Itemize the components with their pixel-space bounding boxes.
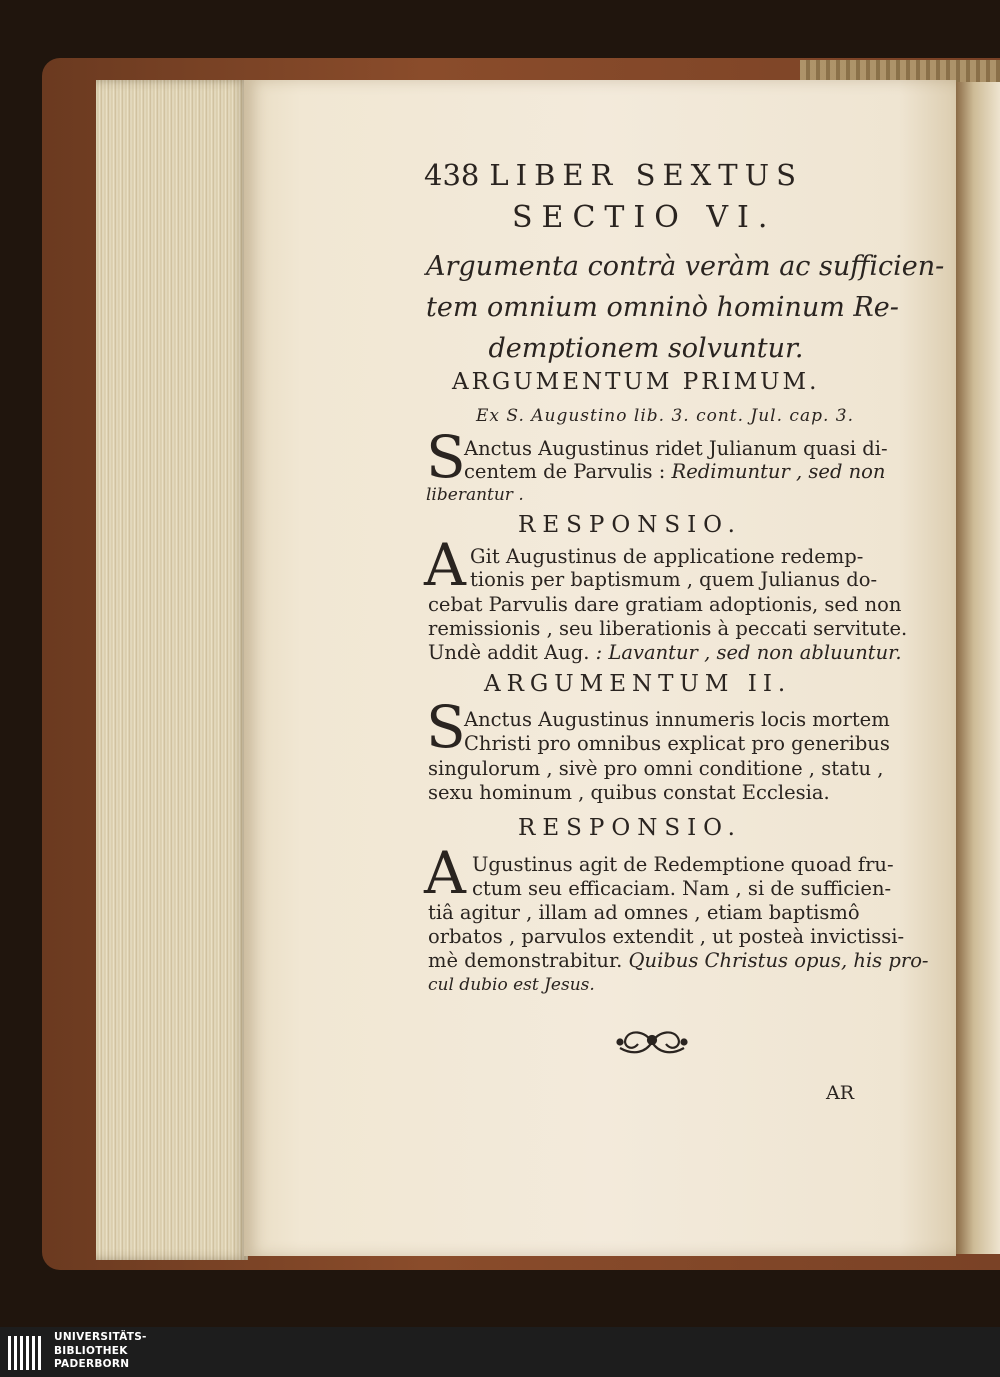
page-number: 438 xyxy=(424,158,480,192)
body-line: orbatos , parvulos extendit , ut posteà invictissi- xyxy=(428,925,905,948)
body-line: Anctus Augustinus ridet Julianum quasi di- xyxy=(464,437,888,460)
cover-edge-decoration xyxy=(800,60,1000,82)
quotation: : Lavantur , sed non abluuntur. xyxy=(595,641,902,664)
library-logo-icon xyxy=(8,1332,48,1372)
argument-heading: ARGUMENTUM II. xyxy=(484,671,792,697)
argument-heading: ARGUMENTUM PRIMUM. xyxy=(452,369,820,395)
library-logo-line: PADERBORN xyxy=(54,1358,130,1370)
body-line: tiâ agitur , illam ad omnes , etiam baptismô xyxy=(428,901,860,924)
quotation: Quibus Christus opus, his pro- xyxy=(628,949,929,972)
library-logo-line: UNIVERSITÄTS- xyxy=(54,1331,147,1343)
body-line: remissionis , seu liberationis à peccati servitute. xyxy=(428,617,908,640)
body-line: cebat Parvulis dare gratiam adoptionis, sed non xyxy=(428,593,902,616)
body-line: ctum seu efficaciam. Nam , si de sufficien- xyxy=(472,877,892,900)
drop-cap: S xyxy=(426,693,466,761)
library-logo-line: BIBLIOTHEK xyxy=(54,1344,128,1357)
body-line xyxy=(464,461,885,484)
section-heading: SECTIO VI. xyxy=(512,200,777,235)
response-heading: RESPONSIO. xyxy=(518,512,742,538)
drop-cap: A xyxy=(424,839,466,907)
body-text: mè demonstrabitur. xyxy=(428,949,629,972)
running-head xyxy=(424,158,803,192)
body-text: Undè addit Aug. xyxy=(428,641,596,664)
argument-source: Ex S. Augustino lib. 3. cont. Jul. cap. 3. xyxy=(476,406,854,426)
quotation-line: cul dubio est Jesus. xyxy=(428,975,595,995)
body-line: singulorum , sivè pro omni conditione , statu , xyxy=(428,757,884,780)
quotation: Redimuntur , sed non xyxy=(671,460,886,483)
facing-page-edge xyxy=(956,82,1000,1254)
running-head-title: LIBER SEXTUS xyxy=(489,158,803,192)
body-line xyxy=(428,642,902,665)
body-line: tionis per baptismum , quem Julianus do- xyxy=(470,568,878,591)
response-heading: RESPONSIO. xyxy=(518,815,742,841)
page-stack-edge xyxy=(96,80,248,1260)
body-line xyxy=(428,950,929,973)
body-line: Christi pro omnibus explicat pro generibus xyxy=(464,732,890,755)
section-title-line: Argumenta contrà veràm ac sufficien- xyxy=(426,251,945,282)
quotation-line: liberantur . xyxy=(426,485,524,505)
body-line: Ugustinus agit de Redemptione quoad fru- xyxy=(472,853,894,876)
body-line: Git Augustinus de applicatione redemp- xyxy=(470,545,864,568)
printers-ornament-icon xyxy=(612,1024,692,1060)
body-line: sexu hominum , quibus constat Ecclesia. xyxy=(428,781,830,804)
body-text: centem de Parvulis : xyxy=(464,460,672,483)
body-line: Anctus Augustinus innumeris locis mortem xyxy=(464,708,890,731)
catchword: AR xyxy=(826,1082,855,1104)
section-title-line: tem omnium omninò hominum Re- xyxy=(426,292,899,323)
drop-cap: A xyxy=(424,531,466,599)
library-footer xyxy=(0,1327,1000,1377)
section-title-line: demptionem solvuntur. xyxy=(488,333,804,364)
drop-cap: S xyxy=(426,423,466,491)
library-logo-text xyxy=(54,1331,147,1372)
